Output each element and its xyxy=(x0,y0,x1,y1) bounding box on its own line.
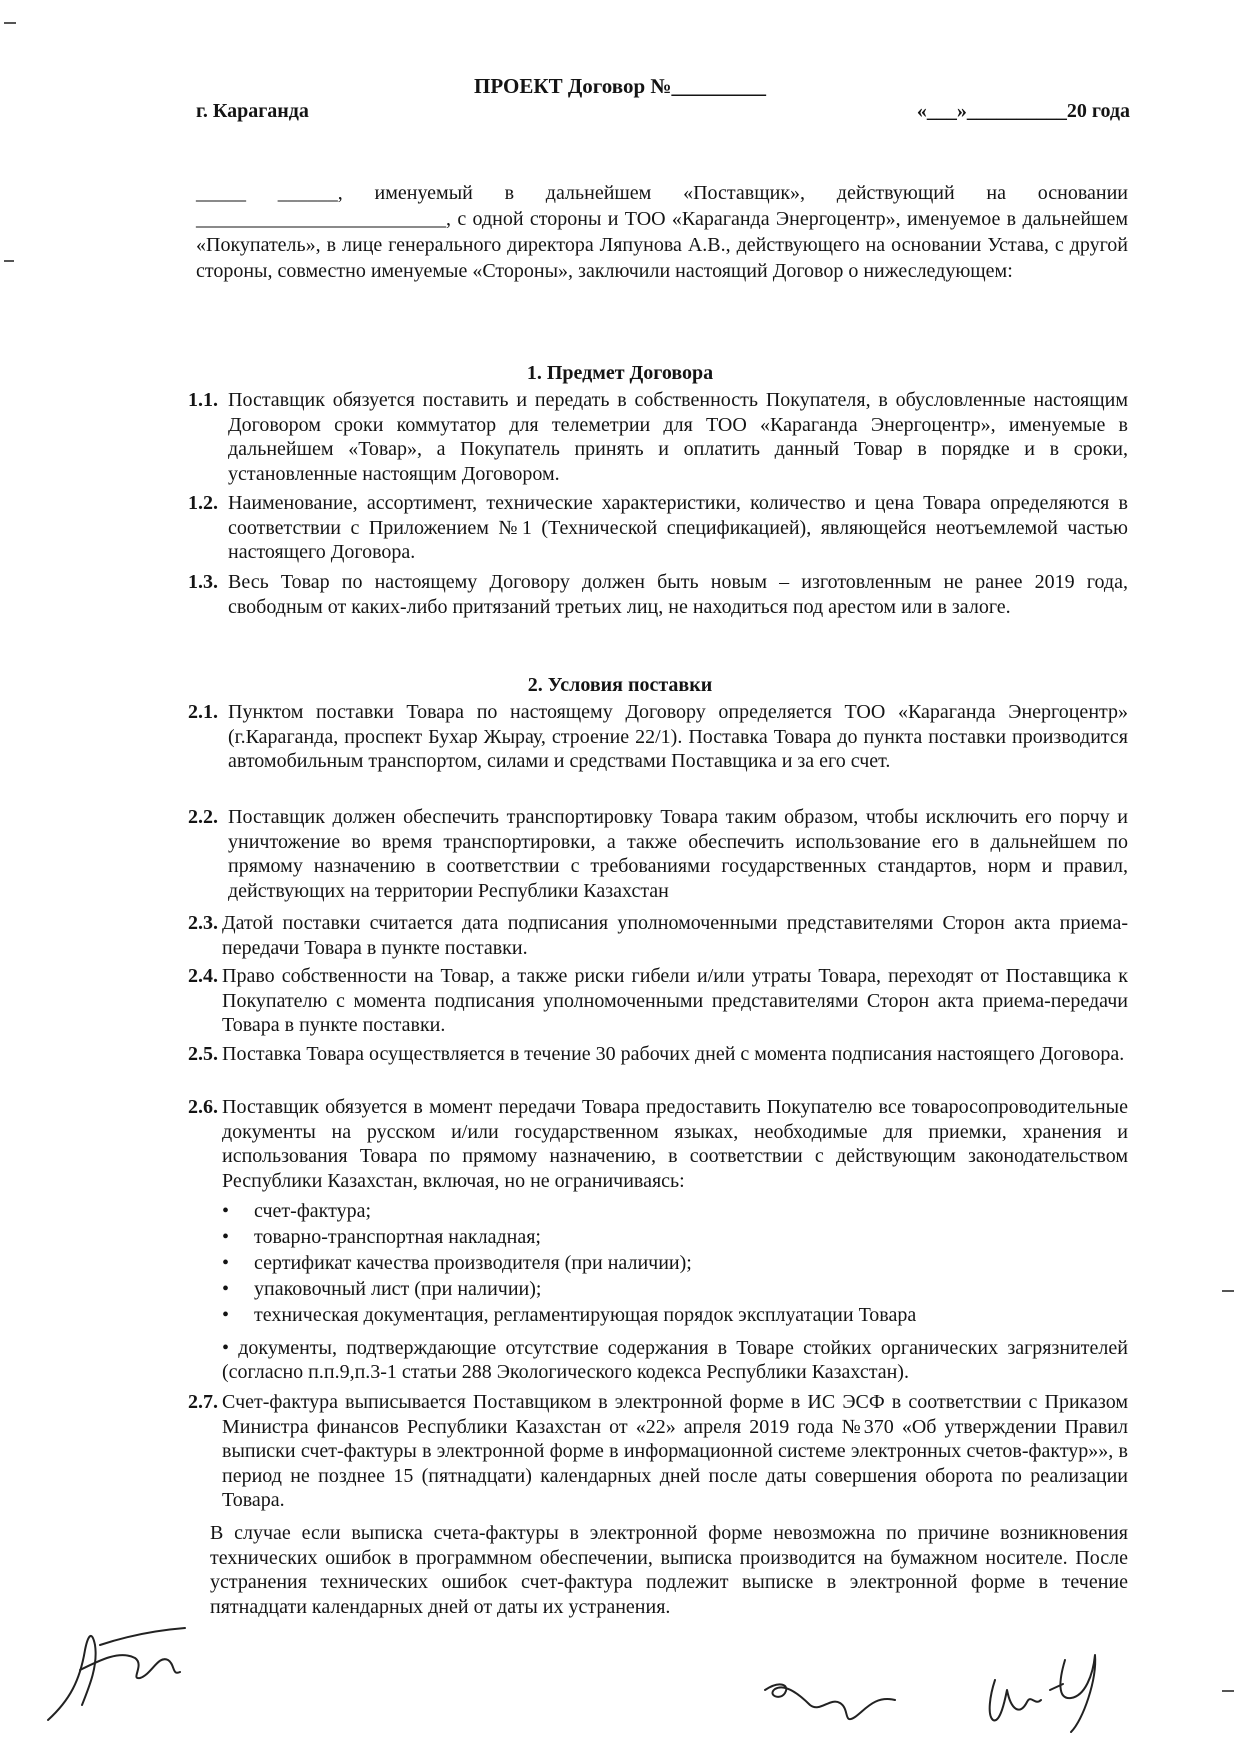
document-list xyxy=(222,1198,1122,1328)
clause-1-3 xyxy=(188,570,1128,619)
clause-number: 2.4. xyxy=(188,965,218,987)
clause-text: Датой поставки считается дата подписания уполномоченными представителями Сторон акта приема-передачи Товара в пункте поставки. xyxy=(222,912,1128,959)
clause-text: Право собственности на Товар, а также риски гибели и/или утраты Товара, переходят от Поставщика к Покупателю с момента подписания уполномоченными представителями Сторон акта приема-передачи Товара в пункте поставки. xyxy=(222,965,1128,1036)
clause-number: 2.7. xyxy=(188,1391,218,1413)
clause-2-3 xyxy=(188,911,1128,960)
clause-2-6 xyxy=(188,1095,1128,1193)
signature-right-icon xyxy=(975,1620,1125,1740)
signature-middle-icon xyxy=(755,1665,905,1735)
scan-mark xyxy=(1222,1290,1234,1292)
section-1-heading: 1. Предмет Договора xyxy=(526,362,714,384)
signature-left-icon xyxy=(40,1610,190,1730)
clause-number: 2.6. xyxy=(188,1096,218,1118)
clause-2-2 xyxy=(188,805,1128,903)
clause-text: Поставщик обязуется поставить и передать в собственность Покупателя, в обусловленные настоящим Договором сроки коммутатор для телеметрии для ТОО «Караганда Энергоцентр», именуемые в дальнейшем «Товар», а Покупатель принять и оплатить данный Товар в порядке и в сроки, установленные настоящим Договором. xyxy=(228,389,1128,485)
clause-number: 1.1. xyxy=(188,389,218,411)
clause-2-7-paragraph: В случае если выписка счета-фактуры в электронной форме невозможна по причине возникновения технических ошибок в программном обеспечении, выписка производится на бумажном носителе. После устранения технических ошибок счет-фактура подлежит выписке в электронной форме в течение пятнадцати календарных дней от даты их устранения. xyxy=(210,1522,1128,1618)
preamble-paragraph: _____ ______, именуемый в дальнейшем «Поставщик», действующий на основании _________________________, с одной стороны и ТОО «Караганда Энергоцентр», именуемое в дальнейшем «Покупатель», в лице генерального директора Ляпунова А.В., действующего на основании Устава, с другой стороны, совместно именуемые «Стороны», заключили настоящий Договор о нижеследующем: xyxy=(196,182,1128,282)
list-item xyxy=(222,1302,1122,1328)
clause-2-1 xyxy=(188,700,1128,774)
clause-text: Поставка Товара осуществляется в течение 30 рабочих дней с момента подписания настоящего Договора. xyxy=(222,1043,1125,1065)
clause-number: 2.2. xyxy=(188,806,218,828)
bullet-icon: • xyxy=(222,1304,230,1326)
bullet-icon: • xyxy=(222,1226,230,1248)
document-title: ПРОЕКТ Договор №_________ xyxy=(473,74,767,98)
clause-2-4 xyxy=(188,964,1128,1038)
clause-text: Наименование, ассортимент, технические характеристики, количество и цена Товара определяются в соответствии с Приложением №1 (Технической спецификацией), являющейся неотъемлемой частью настоящего Договора. xyxy=(228,492,1128,563)
list-item xyxy=(222,1198,1122,1224)
clause-number: 2.5. xyxy=(188,1043,218,1065)
clause-text: Счет-фактура выписывается Поставщиком в электронной форме в ИС ЭСФ в соответствии с Приказом Министра финансов Республики Казахстан от «22» апреля 2019 года №370 «Об утверждении Правил выписки счет-фактуры в электронной форме в информационной системе электронных счетов-фактур»», в период не позднее 15 (пятнадцати) календарных дней после даты совершения оборота по реализации Товара. xyxy=(222,1391,1128,1511)
bullet-note: • документы, подтверждающие отсутствие содержания в Товаре стойких органических загрязнителей (согласно п.п.9,п.3-1 статьи 288 Экологического кодекса Республики Казахстан). xyxy=(222,1337,1128,1383)
clause-number: 1.3. xyxy=(188,571,218,593)
clause-number: 2.3. xyxy=(188,912,218,934)
bullet-icon: • xyxy=(222,1252,230,1274)
document-date: «___»__________20 года xyxy=(916,100,1130,122)
list-item xyxy=(222,1250,1122,1276)
bullet-icon: • xyxy=(222,1278,230,1300)
list-item-text: техническая документация, регламентирующая порядок эксплуатации Товара xyxy=(254,1304,917,1326)
clause-number: 1.2. xyxy=(188,492,218,514)
scan-mark xyxy=(4,260,14,262)
document-city: г. Караганда xyxy=(196,100,309,122)
list-item-text: счет-фактура; xyxy=(254,1200,372,1222)
clause-2-7 xyxy=(188,1390,1128,1513)
clause-text: Пунктом поставки Товара по настоящему Договору определяется ТОО «Караганда Энергоцентр» (г.Караганда, проспект Бухар Жырау, строение 22/1). Поставка Товара до пункта поставки производится автомобильным транспортом, силами и средствами Поставщика и за его счет. xyxy=(228,701,1128,772)
clause-2-5 xyxy=(188,1042,1128,1067)
list-item-text: упаковочный лист (при наличии); xyxy=(254,1278,542,1300)
section-2-heading: 2. Условия поставки xyxy=(527,674,713,696)
clause-text: Поставщик обязуется в момент передачи Товара предоставить Покупателю все товаросопроводительные документы на русском и/или государственном языках, необходимые для приемки, хранения и использования Товара по прямому назначению, в соответствии с действующим законодательством Республики Казахстан, включая, но не ограничиваясь: xyxy=(222,1096,1128,1192)
clause-number: 2.1. xyxy=(188,701,218,723)
clause-text: Поставщик должен обеспечить транспортировку Товара таким образом, чтобы исключить его порчу и уничтожение во время транспортировки, а также обеспечить использование его в дальнейшем по прямому назначению в соответствии с требованиями государственных стандартов, норм и правил, действующих на территории Республики Казахстан xyxy=(228,806,1128,902)
list-item xyxy=(222,1276,1122,1302)
list-item-text: сертификат качества производителя (при наличии); xyxy=(254,1252,692,1274)
clause-1-2 xyxy=(188,491,1128,565)
scan-mark xyxy=(4,22,16,24)
clause-text: Весь Товар по настоящему Договору должен быть новым – изготовленным не ранее 2019 года, свободным от каких-либо притязаний третьих лиц, не находиться под арестом или в залоге. xyxy=(228,571,1128,618)
list-item-text: товарно-транспортная накладная; xyxy=(254,1226,541,1248)
scan-mark xyxy=(1222,1690,1234,1692)
clause-1-1 xyxy=(188,388,1128,486)
bullet-icon: • xyxy=(222,1200,230,1222)
list-item xyxy=(222,1224,1122,1250)
